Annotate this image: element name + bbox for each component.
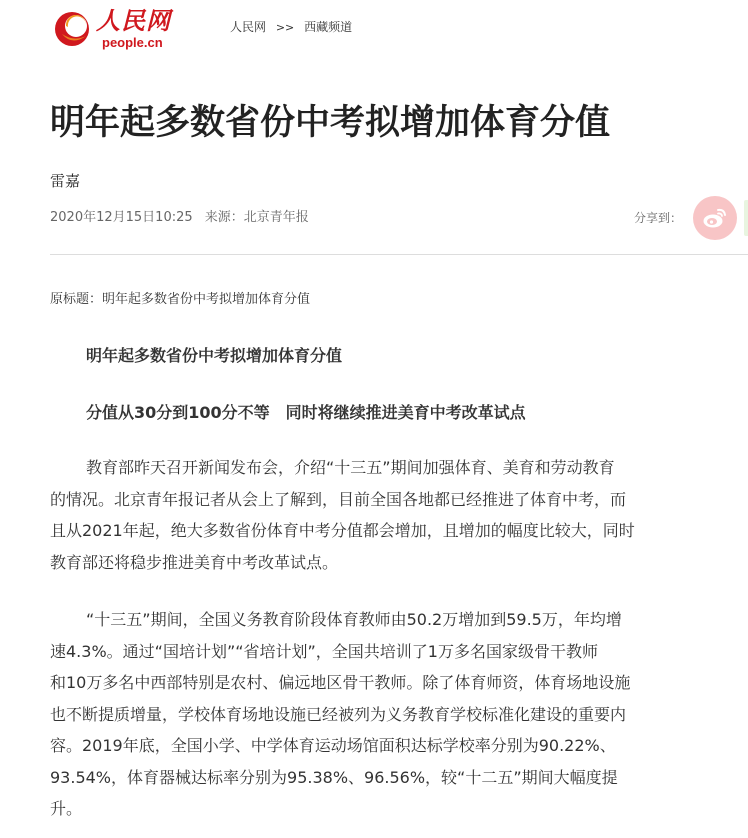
paragraph-line: 也不断提质增量，学校体育场地设施已经被列为义务教育学校标准化建设的重要内 bbox=[50, 704, 627, 724]
article-meta bbox=[50, 208, 309, 228]
paragraph-line: “十三五”期间，全国义务教育阶段体育教师由50.2万增加到59.5万，年均增 bbox=[86, 610, 622, 629]
paragraph-line: 93.54%，体育器械达标率分别为95.38%、96.56%，较“十二五”期间大幅度提 bbox=[50, 767, 618, 787]
logo-chinese-text: 人民网 bbox=[96, 6, 171, 35]
article-paragraph bbox=[50, 604, 710, 825]
breadcrumb-separator: >> bbox=[275, 21, 295, 34]
breadcrumb-channel-link[interactable]: 西藏频道 bbox=[304, 20, 353, 34]
wechat-share-button-partial[interactable] bbox=[744, 200, 748, 236]
paragraph-line: 速4.3%。通过“国培计划”“省培计划”，全国共培训了1万多名国家级骨干教师 bbox=[50, 641, 598, 661]
breadcrumb-home-link[interactable]: 人民网 bbox=[230, 20, 267, 34]
article-subheading: 明年起多数省份中考拟增加体育分值 bbox=[86, 346, 343, 365]
paragraph-line: 的情况。北京青年报记者从会上了解到，目前全国各地都已经推进了体育中考，而 bbox=[50, 489, 627, 509]
paragraph-line: 和10万多名中西部特别是农村、偏远地区骨干教师。除了体育师资，体育场地设施 bbox=[50, 673, 631, 692]
logo-english-text: people.cn bbox=[102, 35, 163, 50]
site-header bbox=[0, 0, 748, 60]
weibo-share-button[interactable] bbox=[693, 196, 737, 240]
article-title: 明年起多数省份中考拟增加体育分值 bbox=[50, 103, 611, 143]
source-label: 来源： bbox=[204, 210, 244, 225]
article-paragraph bbox=[50, 452, 710, 578]
article-subheading: 分值从30分到100分不等 同时将继续推进美育中考改革试点 bbox=[86, 403, 526, 422]
paragraph-line: 升。 bbox=[50, 799, 83, 818]
paragraph-line: 且从2021年起，绝大多数省份体育中考分值都会增加，且增加的幅度比较大，同时 bbox=[50, 521, 635, 540]
header-divider bbox=[50, 254, 748, 255]
share-label: 分享到： bbox=[634, 211, 683, 225]
publish-datetime: 2020年12月15日10:25 bbox=[50, 210, 193, 225]
site-logo[interactable] bbox=[52, 6, 172, 52]
paragraph-line: 教育部还将稳步推进美育中考改革试点。 bbox=[50, 552, 339, 572]
paragraph-line: 教育部昨天召开新闻发布会，介绍“十三五”期间加强体育、美育和劳动教育 bbox=[86, 458, 615, 477]
original-title: 原标题：明年起多数省份中考拟增加体育分值 bbox=[50, 292, 311, 307]
source-link[interactable]: 北京青年报 bbox=[243, 210, 309, 225]
article-author: 雷嘉 bbox=[50, 172, 81, 190]
breadcrumb bbox=[230, 18, 352, 37]
people-logo-icon bbox=[52, 8, 92, 48]
weibo-icon bbox=[702, 207, 728, 229]
paragraph-line: 容。2019年底，全国小学、中学体育运动场馆面积达标学校率分别为90.22%、 bbox=[50, 736, 616, 755]
